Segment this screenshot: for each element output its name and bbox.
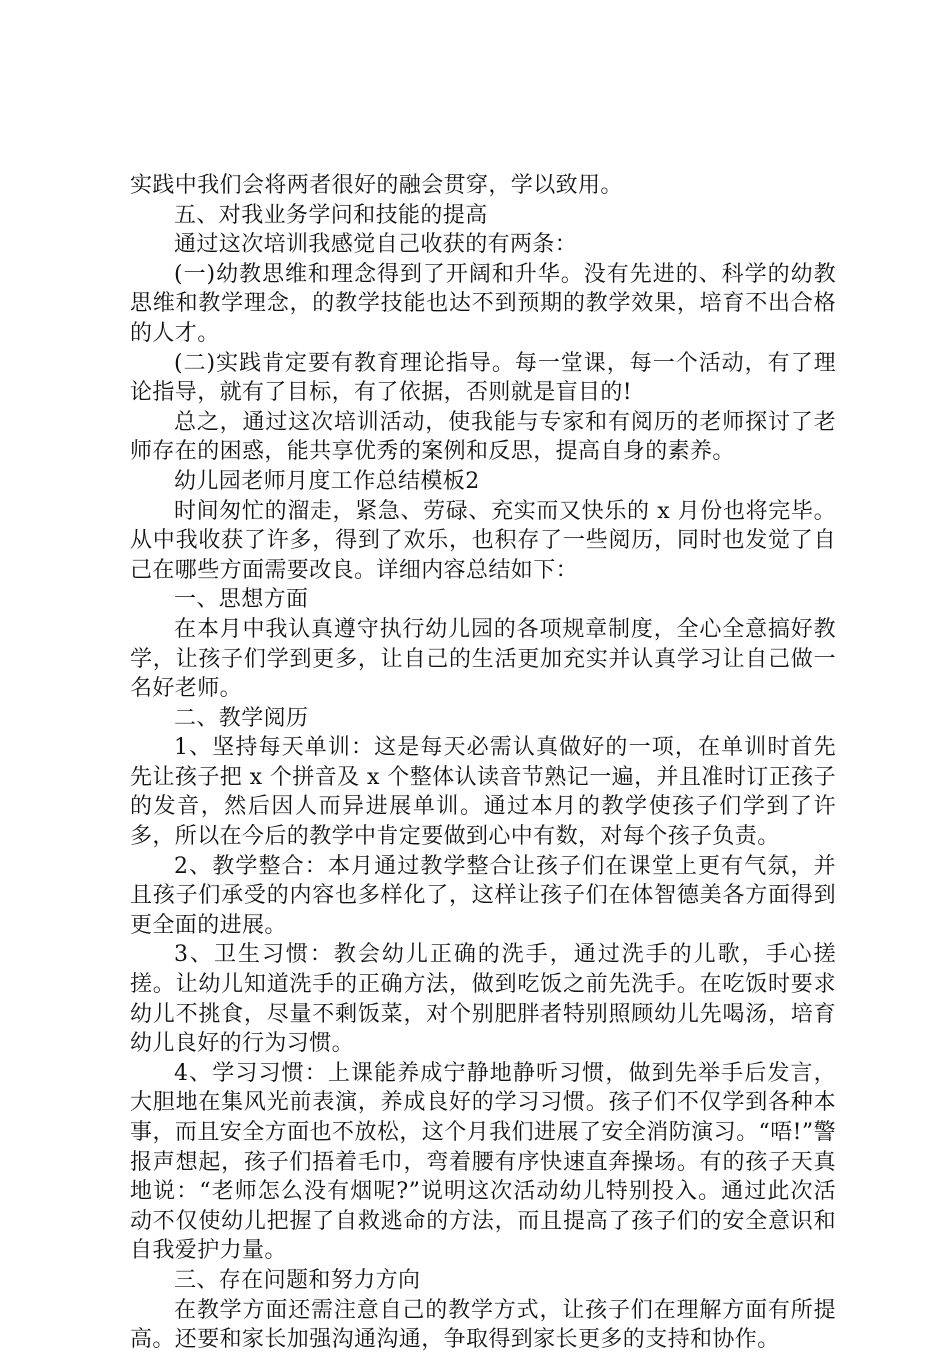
paragraph: 实践中我们会将两者很好的融会贯穿，学以致用。 bbox=[130, 173, 623, 198]
paragraph: (一)幼教思维和理念得到了开阔和升华。没有先进的、科学的幼教思维和教学理念，的教学技能也达不到预期的教学效果，培育不出合格的人才。 bbox=[130, 261, 836, 346]
paragraph: 通过这次培训我感觉自己收获的有两条： bbox=[174, 232, 578, 258]
document-title: 幼儿园老师月度工作总结模板2 bbox=[174, 468, 480, 494]
paragraph: 在本月中我认真遵守执行幼儿园的各项规章制度，全心全意搞好教学，让孩子们学到更多，让自己的生活更加充实并认真学习让自己做一名好老师。 bbox=[130, 616, 836, 702]
paragraph: 在教学方面还需注意自己的教学方式，让孩子们在理解方面有所提高。还要和家长加强沟通沟通，争取得到家长更多的支持和协作。 bbox=[130, 1297, 836, 1353]
paragraph: 2、教学整合：本月通过教学整合让孩子们在课堂上更有气氛，并且孩子们承受的内容也多样化了，这样让孩子们在体智德美各方面得到更全面的进展。 bbox=[130, 853, 836, 938]
section-heading: 三、存在问题和努力方向 bbox=[174, 1267, 421, 1293]
paragraph: 1、坚持每天单训：这是每天必需认真做好的一项，在单训时首先先让孩子把 x 个拼音及 x 个整体认读音节熟记一遍，并且准时订正孩子的发音，然后因人而异进展单训。通过本月的教学使孩子们学到了许多，所以在今后的教学中肯定要做到心中有数，对每个孩子负责。 bbox=[130, 735, 836, 850]
paragraph: 4、学习习惯：上课能养成宁静地静听习惯，做到先举手后发言，大胆地在集风光前表演，养成良好的学习习惯。孩子们不仅学到各种本事，而且安全方面也不放松，这个月我们进展了安全消防演习。“唔!”警报声想起，孩子们捂着毛巾，弯着腰有序快速直奔操场。有的孩子天真地说：“老师怎么没有烟呢?”说明这次活动幼儿特别投入。通过此次活动不仅使幼儿把握了自救逃命的方法，而且提高了孩子们的安全意识和自我爱护力量。 bbox=[130, 1060, 836, 1264]
paragraph: 3、卫生习惯：教会幼儿正确的洗手，通过洗手的儿歌，手心搓搓。让幼儿知道洗手的正确方法，做到吃饭之前先洗手。在吃饭时要求幼儿不挑食，尽量不剩饭菜，对个别肥胖者特别照顾幼儿先喝汤，培育幼儿良好的行为习惯。 bbox=[130, 942, 836, 1057]
section-heading: 二、教学阅历 bbox=[174, 705, 309, 731]
document-body bbox=[130, 171, 836, 1355]
paragraph: (二)实践肯定要有教育理论指导。每一堂课，每一个活动，有了理论指导，就有了目标，有了依据，否则就是盲目的! bbox=[130, 350, 836, 406]
paragraph: 时间匆忙的溜走，紧急、劳碌、充实而又快乐的 x 月份也将完毕。从中我收获了许多，得到了欢乐，也积存了一些阅历，同时也发觉了自己在哪些方面需要改良。详细内容总结如下： bbox=[130, 498, 836, 583]
section-heading: 一、思想方面 bbox=[174, 587, 309, 613]
paragraph: 总之，通过这次培训活动，使我能与专家和有阅历的老师探讨了老师存在的困惑，能共享优秀的案例和反思，提高自身的素养。 bbox=[130, 409, 836, 465]
section-heading: 五、对我业务学问和技能的提高 bbox=[174, 202, 488, 228]
